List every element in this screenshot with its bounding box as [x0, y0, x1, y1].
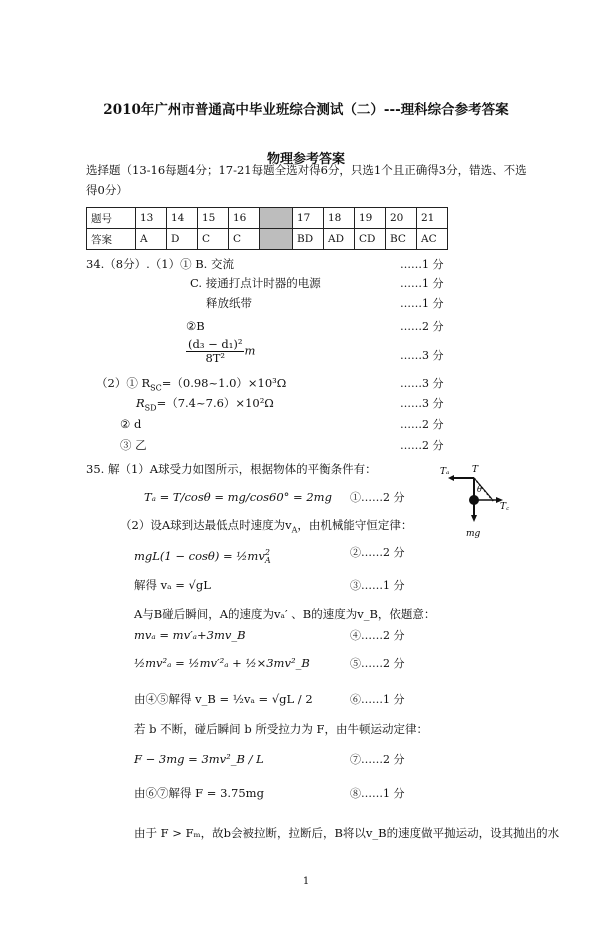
number-cell: 20 — [386, 208, 417, 229]
q34-p2-line4: ③ 乙 — [120, 438, 147, 452]
answer-cell: AD — [324, 229, 355, 250]
q34-score-5: ……3 分 — [400, 349, 444, 362]
answer-cell: A — [136, 229, 167, 250]
q35-nobreak: 若 b 不断，碰后瞬间 b 所受拉力为 F，由牛顿运动定律： — [134, 722, 428, 736]
q34-score-1: ……1 分 — [400, 258, 444, 271]
subscript: A — [264, 556, 271, 566]
q34-score-4: ……2 分 — [400, 320, 444, 333]
answer-cell: C — [229, 229, 260, 250]
q34-p2-label: （2）① R — [96, 376, 151, 390]
label-t: T — [472, 465, 479, 475]
mass-symbol: m — [244, 343, 256, 358]
q35-eq2-text: mgL(1 − cosθ) = ½mv — [134, 548, 265, 563]
q34-c-line: C. 接通打点计时器的电源 — [190, 276, 321, 290]
subscript: A — [291, 525, 298, 535]
q35-head: 35. 解（1）A球受力如图所示，根据物体的平衡条件有： — [86, 462, 377, 476]
q35-eq1-score: ①……2 分 — [350, 491, 405, 504]
force-diagram — [436, 462, 516, 542]
label-ta: Tₐ — [440, 467, 450, 477]
q34-score-8: ……2 分 — [400, 418, 444, 431]
q35-eq5-score: ⑤……2 分 — [350, 657, 405, 670]
mc-intro-line1: 选择题（13-16每题4分；17-21每题全选对得6分，只选1个且正确得3分，错选、不选 — [86, 163, 527, 177]
blank-gray-cell — [260, 229, 293, 250]
answer-cell: AC — [417, 229, 448, 250]
q34-score-9: ……2 分 — [400, 439, 444, 452]
q35-eq6-score: ⑥……1 分 — [350, 693, 405, 706]
q34-p2-value: =（0.98~1.0）×10³Ω — [161, 376, 287, 390]
fraction-denominator: 8T² — [205, 351, 226, 365]
q35-eq7-score: ⑦……2 分 — [350, 753, 405, 766]
q35-p2-text: （2）设A球到达最低点时速度为v — [120, 518, 292, 532]
physics-subtitle: 物理参考答案 — [266, 152, 345, 167]
fraction — [186, 338, 244, 365]
number-cell: 18 — [324, 208, 355, 229]
number-cell: 21 — [417, 208, 448, 229]
answer-cell: BD — [293, 229, 324, 250]
number-cell: 15 — [198, 208, 229, 229]
q34-p2-line2 — [136, 396, 274, 415]
table-row — [87, 208, 448, 229]
q35-p2 — [120, 518, 412, 537]
q35-eq8-score: ⑧……1 分 — [350, 787, 405, 800]
q34-head: 34.（8分）.（1）① B. 交流 — [86, 257, 234, 271]
resistance-symbol: R — [136, 396, 145, 410]
q34-release: 释放纸带 — [206, 296, 252, 310]
q35-eq3-score: ③……1 分 — [350, 579, 405, 592]
fraction-numerator: (d₃ − d₁)² — [188, 337, 243, 351]
q35-eq1: Tₐ = T/cosθ = mg/cos60° = 2mg — [144, 490, 332, 504]
q35-eq4-score: ④……2 分 — [350, 629, 405, 642]
number-cell: 19 — [355, 208, 386, 229]
q35-p2-tail: ，由机械能守恒定律： — [297, 518, 413, 532]
label-theta: θ — [477, 485, 482, 494]
page-title: 2010年广州市普通高中毕业班综合测试（二）---理科综合参考答案 — [103, 102, 509, 118]
row-header-cell: 题号 — [87, 208, 136, 229]
number-cell: 14 — [167, 208, 198, 229]
answer-cell: D — [167, 229, 198, 250]
q35-eq2 — [134, 545, 271, 568]
table-row — [87, 229, 448, 250]
number-cell: 17 — [293, 208, 324, 229]
row-header-cell: 答案 — [87, 229, 136, 250]
q35-eq4: mvₐ = mv′ₐ+3mv_B — [134, 628, 246, 642]
number-cell: 13 — [136, 208, 167, 229]
label-tc: T꜀ — [500, 502, 510, 512]
q35-eq3: 解得 vₐ = √gL — [134, 578, 211, 592]
q34-score-3: ……1 分 — [400, 297, 444, 310]
q34-p2-line3: ② d — [120, 417, 142, 431]
q35-collision: A与B碰后瞬间，A的速度为vₐ′ 、B的速度为v_B，依题意： — [134, 607, 436, 621]
q34-p2-value: =（7.4~7.6）×10²Ω — [156, 396, 274, 410]
subscript: SD — [144, 403, 157, 413]
q35-eq6: 由④⑤解得 v_B = ½vₐ = √gL / 2 — [134, 692, 313, 706]
q34-formula — [186, 338, 255, 365]
blank-gray-cell — [260, 208, 293, 229]
arrowhead-icon — [471, 515, 477, 522]
q34-score-6: ……3 分 — [400, 377, 444, 390]
q35-eq2-score: ②……2 分 — [350, 546, 405, 559]
q35-eq5: ½mv²ₐ = ½mv′²ₐ + ½×3mv²_B — [134, 656, 310, 670]
q35-last-line: 由于 F > Fₘ，故b会被拉断，拉断后，B将以v_B的速度做平抛运动，设其抛出的水 — [134, 826, 560, 840]
q34-p2-line1 — [96, 376, 286, 395]
answer-cell: CD — [355, 229, 386, 250]
label-mg: mg — [466, 529, 481, 539]
subscript: SC — [150, 383, 162, 393]
q34-b2: ②B — [186, 319, 205, 333]
page-number: 1 — [302, 876, 310, 887]
q34-score-2: ……1 分 — [400, 277, 444, 290]
q34-score-7: ……3 分 — [400, 397, 444, 410]
q35-eq7: F − 3mg = 3mv²_B / L — [134, 752, 264, 766]
number-cell: 16 — [229, 208, 260, 229]
q35-eq8: 由⑥⑦解得 F = 3.75mg — [134, 786, 264, 800]
answer-cell: C — [198, 229, 229, 250]
answer-cell: BC — [386, 229, 417, 250]
answer-table — [86, 207, 448, 250]
superscript: 2 — [264, 548, 270, 557]
mc-intro-line2: 得0分） — [86, 183, 128, 197]
